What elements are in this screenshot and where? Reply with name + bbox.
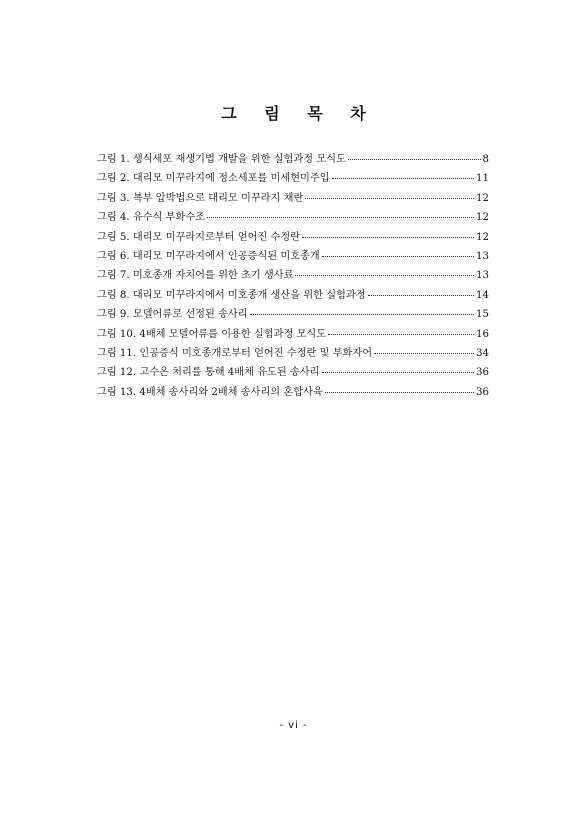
dot-leader bbox=[305, 198, 474, 199]
toc-entry-label: 그림 8. 대리모 미꾸라지에서 미호종개 생산을 위한 실험과정 bbox=[97, 289, 366, 301]
toc-entry-label: 그림 9. 모델어류로 선정된 송사리 bbox=[97, 309, 248, 321]
toc-entry[interactable] bbox=[97, 150, 489, 169]
dot-leader bbox=[328, 334, 474, 335]
page-number: - vi - bbox=[279, 720, 308, 731]
toc-entry[interactable] bbox=[97, 305, 489, 324]
dot-leader bbox=[374, 353, 474, 354]
toc-entry-label: 그림 6. 대리모 미꾸라지에서 인공증식된 미호종개 bbox=[97, 250, 320, 262]
toc-entry-page: 34 bbox=[476, 347, 489, 359]
toc-entry[interactable] bbox=[97, 363, 489, 382]
toc-entry-label: 그림 3. 복부 압박법으로 대리모 미꾸라지 채란 bbox=[97, 192, 304, 204]
dot-leader bbox=[250, 314, 474, 315]
page-title: 그 림 목 차 bbox=[221, 104, 377, 123]
toc-entry-page: 16 bbox=[476, 328, 489, 340]
toc-entry-page: 12 bbox=[476, 212, 489, 224]
toc-entry-page: 36 bbox=[476, 367, 489, 379]
toc-entry-page: 13 bbox=[476, 250, 489, 262]
toc-entry-label: 그림 7. 미호종개 자치어를 위한 초기 생사료 bbox=[97, 270, 294, 282]
toc-entry[interactable] bbox=[97, 247, 489, 266]
toc-entry-page: 15 bbox=[476, 309, 489, 321]
toc-entry-label: 그림 12. 고수온 처리를 통해 4배체 유도된 송사리 bbox=[97, 367, 320, 379]
table-of-figures bbox=[97, 150, 489, 402]
toc-entry-page: 8 bbox=[482, 154, 489, 165]
dot-leader bbox=[322, 372, 475, 373]
toc-entry-label: 그림 2. 대리모 미꾸라지에 정소세포를 미세현미주입 bbox=[97, 173, 330, 185]
toc-entry[interactable] bbox=[97, 266, 489, 285]
dot-leader bbox=[295, 275, 474, 276]
toc-entry-page: 14 bbox=[476, 289, 489, 301]
dot-leader bbox=[322, 256, 474, 257]
toc-entry-page: 12 bbox=[476, 192, 489, 204]
toc-entry-label: 그림 13. 4배체 송사리와 2배체 송사리의 혼합사육 bbox=[97, 386, 323, 398]
toc-entry[interactable] bbox=[97, 325, 489, 344]
toc-entry-page: 11 bbox=[476, 173, 489, 185]
toc-entry-label: 그림 5. 대리모 미꾸라지로부터 얻어진 수정란 bbox=[97, 231, 301, 243]
toc-entry-label: 그림 11. 인공증식 미호종개로부터 얻어진 수정란 및 부화자어 bbox=[97, 347, 373, 359]
toc-entry-label: 그림 4. 유수식 부화수조 bbox=[97, 212, 206, 224]
toc-entry[interactable] bbox=[97, 189, 489, 208]
toc-entry[interactable] bbox=[97, 169, 489, 188]
toc-entry[interactable] bbox=[97, 228, 489, 247]
toc-entry-page: 12 bbox=[476, 231, 489, 243]
dot-leader bbox=[207, 217, 474, 218]
dot-leader bbox=[332, 178, 474, 179]
toc-entry-page: 13 bbox=[476, 270, 489, 282]
toc-entry[interactable] bbox=[97, 344, 489, 363]
toc-entry-label: 그림 1. 생식세포 재생기법 개발을 위한 실험과정 모식도 bbox=[97, 154, 346, 165]
toc-entry[interactable] bbox=[97, 208, 489, 227]
dot-leader bbox=[348, 159, 481, 160]
dot-leader bbox=[368, 295, 474, 296]
toc-entry-label: 그림 10. 4배체 모델어류를 이용한 실험과정 모식도 bbox=[97, 328, 327, 340]
toc-entry-page: 36 bbox=[476, 386, 489, 398]
toc-entry[interactable] bbox=[97, 383, 489, 402]
dot-leader bbox=[302, 237, 474, 238]
toc-entry[interactable] bbox=[97, 286, 489, 305]
dot-leader bbox=[325, 392, 474, 393]
